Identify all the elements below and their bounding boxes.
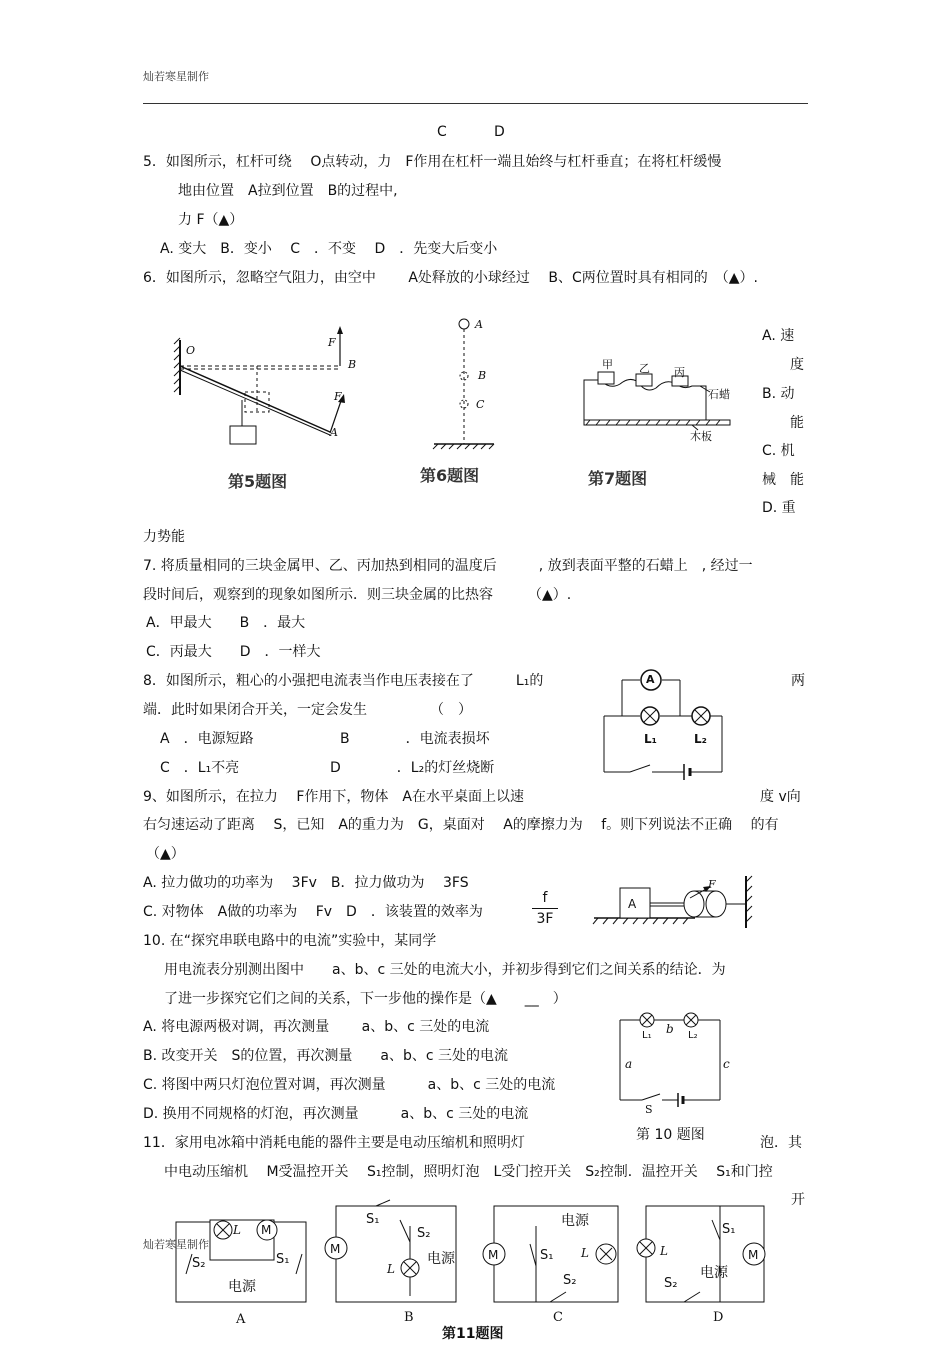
fig5-caption: 第5题图 [228, 472, 288, 491]
footer-text: 灿若寒星制作 [143, 1238, 209, 1251]
q11-line2: 中电动压缩机 M受温控开关 S₁控制，照明灯泡 L受门控开关 S₂控制．温控开关 S₁和门控 [164, 1164, 773, 1180]
q11-line1: 11．家用电冰箱中消耗电能的器件主要是电动压缩机和照明灯 [143, 1135, 525, 1151]
fig11c-switch-s2: S₂ [563, 1273, 577, 1288]
q10-line1: 10. 在“探究串联电路中的电流”实验中，某同学 [143, 933, 437, 949]
fig7-label-bing: 丙 [674, 366, 685, 379]
figure-9-pulley [590, 872, 755, 930]
q9-line1: 9、如图所示，在拉力 F作用下，物体 A在水平桌面上以速 [143, 789, 524, 805]
q9-opt-2: C. 对物体 A做的功率为 Fv D ．该装置的效率为 [143, 904, 483, 920]
fig5-label-b: B [348, 358, 357, 371]
q9-opt-1: A. 拉力做功的功率为 3Fv B．拉力做功为 3FS [143, 875, 469, 891]
fig11-option-b: B [404, 1310, 414, 1325]
q11-line1-right: 泡．其 [760, 1135, 802, 1151]
fig6-label-a: A [475, 318, 483, 331]
q7-line1: 7. 将质量相同的三块金属甲、乙、丙加热到相同的温度后 , 放到表面平整的石蜡上 , 经过一 [143, 558, 753, 574]
fig11d-motor-m: M [748, 1248, 759, 1262]
fig7-label-jia: 甲 [602, 358, 613, 371]
q9-line2: 右匀速运动了距离 S，已知 A的重力为 G，桌面对 A的摩擦力为 f。则下列说法不正确 的有 [143, 817, 779, 833]
q11-line2-right: 开 [791, 1192, 805, 1208]
fig7-label-yi: 乙 [639, 362, 650, 375]
fig11a-power: 电源 [228, 1279, 256, 1295]
fig7-label-board: 木板 [690, 430, 712, 443]
fig8-l2-label: L₂ [694, 732, 707, 746]
fig11b-switch-s1: S₁ [366, 1212, 380, 1227]
fig5-label-f1: F [328, 336, 336, 349]
fig11-option-d: D [713, 1310, 724, 1325]
fig11a-switch-s1: S₁ [276, 1252, 290, 1267]
fig9-force-label: F [708, 878, 716, 891]
fig7-label-wax: 石蜡 [708, 388, 730, 401]
fig6-label-c: C [476, 398, 485, 411]
q8-opt-b: B ．电流表损坏 [340, 731, 490, 747]
fig8-ammeter-label: A [646, 673, 655, 686]
figure-6-falling-ball [430, 316, 500, 451]
fig11a-switch-s2: S₂ [192, 1256, 206, 1271]
fig7-caption: 第7题图 [588, 469, 648, 488]
q10-opt-d: D. 换用不同规格的灯泡，再次测量 a、b、c 三处的电流 [143, 1106, 529, 1122]
prev-label-c: C [437, 124, 447, 140]
q10-opt-a: A. 将电源两极对调，再次测量 a、b、c 三处的电流 [143, 1019, 490, 1035]
q7-opt-1: A．甲最大 B ．最大 [146, 615, 306, 631]
header-rule [143, 103, 808, 104]
q8-opt-a: A ．电源短路 [160, 731, 254, 747]
fig6-caption: 第6题图 [420, 466, 480, 485]
q8-opt-d: D ．L₂的灯丝烧断 [330, 760, 495, 776]
q8-line2: 端．此时如果闭合开关，一定会发生 （ ） [143, 702, 472, 718]
figure-5-lever [170, 320, 350, 450]
fig11a-lamp-l: L [233, 1223, 241, 1237]
q9-line1-right: 度 v向 [760, 789, 801, 805]
q7-opt-2: C．丙最大 D ．一样大 [146, 644, 321, 660]
q5-options: A. 变大 B．变小 C ．不变 D ．先变大后变小 [160, 241, 498, 257]
fig11b-lamp-l: L [387, 1262, 395, 1276]
q8-opt-c: C ．L₁不亮 [160, 760, 240, 776]
q6-opt-a-2: 度 [790, 357, 804, 373]
q6-opt-c-2: 械 能 [762, 472, 804, 488]
fig5-label-a: A [330, 426, 338, 439]
fig10-label-l2: L₂ [688, 1030, 698, 1041]
fig11-option-a: A [236, 1312, 246, 1327]
fig10-label-s: S [645, 1103, 653, 1116]
q6-opt-d-1: D. 重 [762, 500, 796, 516]
q7-line2: 段时间后，观察到的现象如图所示．则三块金属的比热容 （▲）. [143, 587, 572, 603]
q10-line3: 了进一步探究它们之间的关系，下一步他的操作是（▲ __ ） [164, 991, 567, 1007]
fig6-label-b: B [478, 369, 487, 382]
fig5-label-f2: F [334, 390, 342, 403]
fig11d-lamp-l: L [660, 1244, 668, 1258]
q10-opt-b: B. 改变开关 S的位置，再次测量 a、b、c 三处的电流 [143, 1048, 509, 1064]
q9-fraction-denominator: 3F [536, 911, 554, 927]
fig10-label-c: c [723, 1057, 730, 1071]
figure-8-circuit [600, 668, 730, 776]
fig11c-motor-m: M [488, 1248, 499, 1262]
q9-efficiency-fraction [532, 890, 558, 927]
q6-opt-b-2: 能 [790, 415, 804, 431]
q10-opt-c: C. 将图中两只灯泡位置对调，再次测量 a、b、c 三处的电流 [143, 1077, 556, 1093]
fig11-option-c: C [553, 1310, 563, 1325]
fig11d-switch-s1: S₁ [722, 1222, 736, 1237]
fig5-label-o: O [186, 344, 196, 357]
fig9-block-label: A [628, 897, 637, 911]
fig11d-power: 电源 [700, 1265, 728, 1281]
q9-fraction-numerator: f [542, 890, 548, 906]
q5-line1: 5．如图所示，杠杆可绕 O点转动，力 F作用在杠杆一端且始终与杠杆垂直；在将杠杆缓慢 [143, 154, 722, 170]
fig11c-lamp-l: L [581, 1246, 589, 1260]
q8-line1-right: 两 [791, 673, 805, 689]
q6-line1: 6．如图所示，忽略空气阻力，由空中 A处释放的小球经过 B、C两位置时具有相同的 （▲）. [143, 270, 758, 286]
fig8-l1-label: L₁ [644, 732, 657, 746]
q5-line3: 力 F（▲） [178, 212, 244, 228]
q9-line3: （▲） [146, 846, 185, 862]
q6-opt-b-1: B. 动 [762, 386, 795, 402]
header-text: 灿若寒星制作 [143, 70, 209, 83]
fig11b-switch-s2: S₂ [417, 1226, 431, 1241]
fig11-caption: 第11题图 [442, 1326, 504, 1342]
fig10-label-b: b [666, 1022, 674, 1036]
fig11a-motor-m: M [261, 1223, 272, 1237]
prev-label-d: D [494, 124, 505, 140]
fig11b-motor-m: M [330, 1242, 341, 1256]
q6-opt-d-2: 力势能 [143, 529, 185, 545]
q5-line2: 地由位置 A拉到位置 B的过程中, [178, 183, 398, 199]
fig10-caption: 第 10 题图 [636, 1127, 705, 1143]
fig11c-switch-s1: S₁ [540, 1248, 554, 1263]
q8-line1: 8．如图所示，粗心的小强把电流表当作电压表接在了 L₁的 [143, 673, 544, 689]
fig11b-power: 电源 [427, 1251, 455, 1267]
q6-opt-c-1: C. 机 [762, 443, 795, 459]
fig10-label-a: a [625, 1057, 633, 1071]
q6-opt-a-1: A. 速 [762, 328, 795, 344]
fig11d-switch-s2: S₂ [664, 1276, 678, 1291]
fig11c-power: 电源 [561, 1213, 589, 1229]
q10-line2: 用电流表分别测出图中 a、b、c 三处的电流大小，并初步得到它们之间关系的结论．为 [164, 962, 726, 978]
fig10-label-l1: L₁ [642, 1030, 652, 1041]
